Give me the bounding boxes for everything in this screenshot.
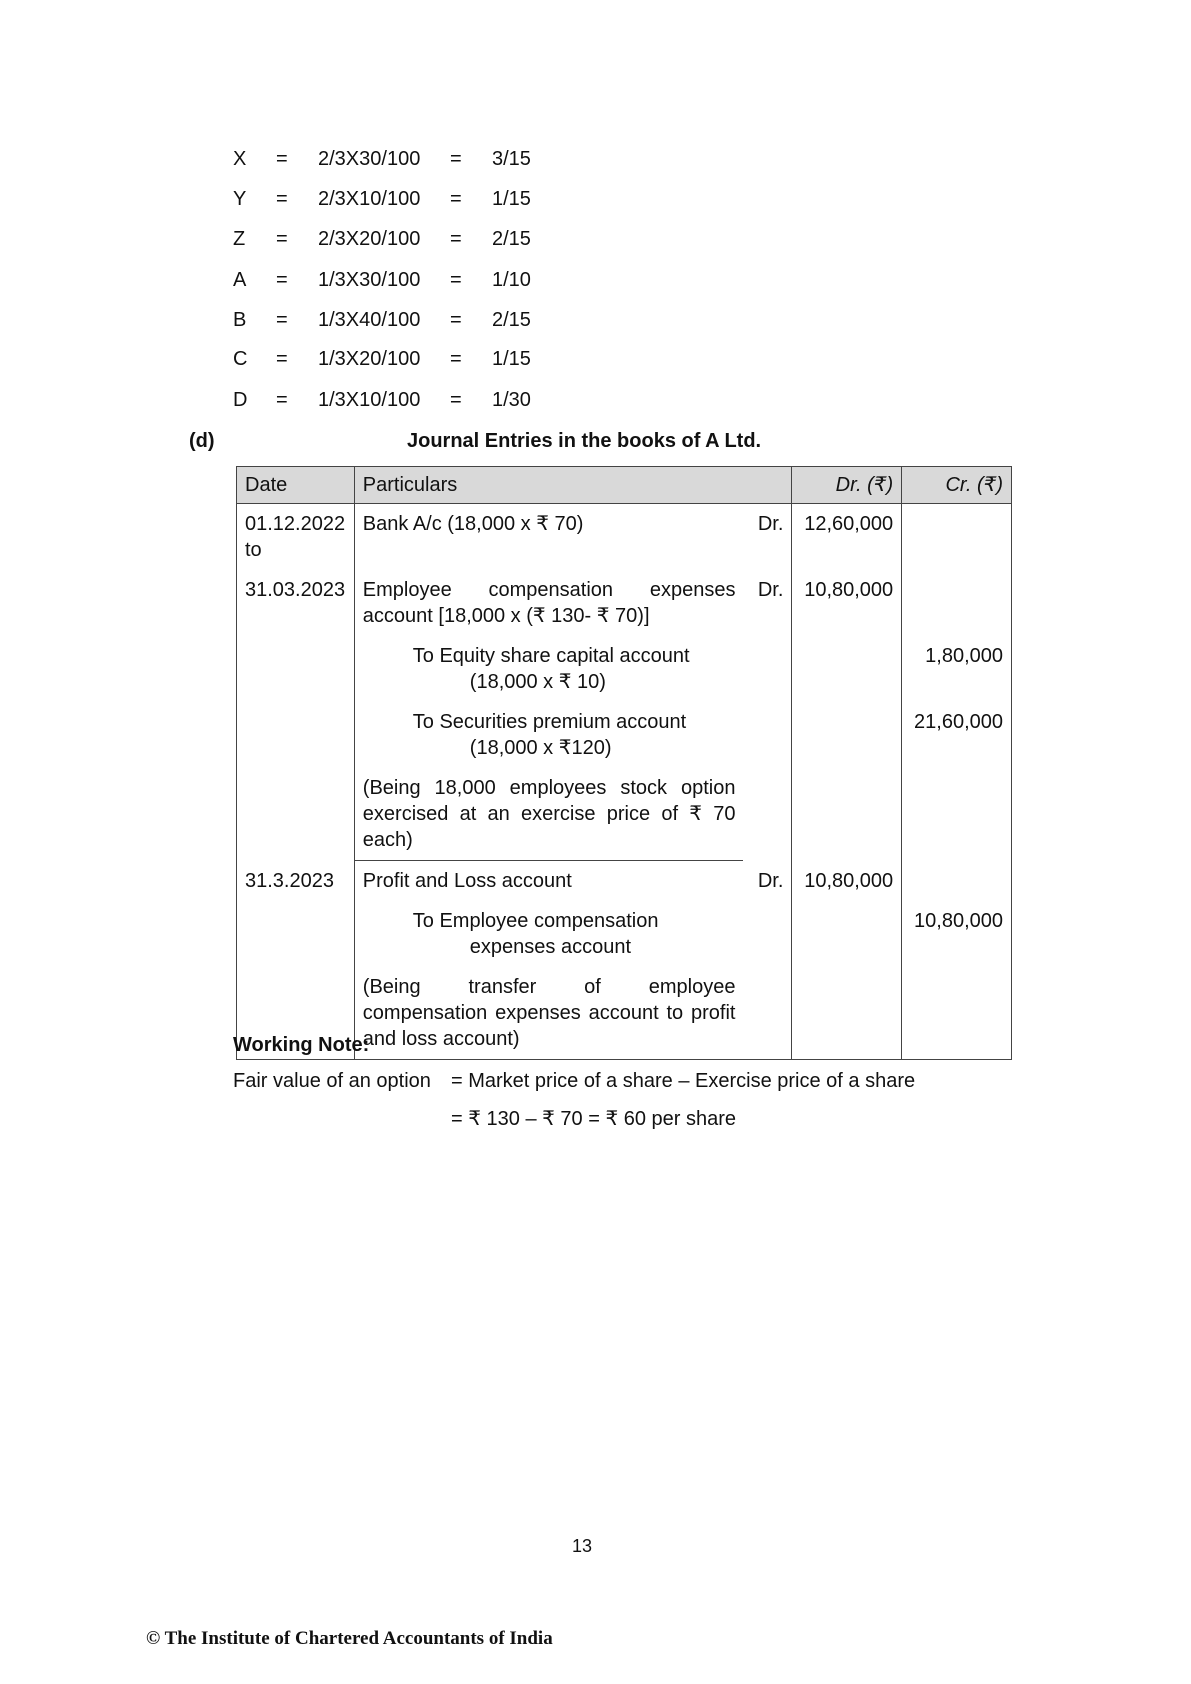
working-note-calculation: = ₹ 130 – ₹ 70 = ₹ 60 per share [451,1108,737,1130]
ratio-variable: C [233,348,248,370]
ratio-variable: X [233,148,247,170]
particulars-cell [354,636,743,702]
ratio-expression: 2/3X10/100 [318,188,421,210]
equals-sign: = [276,269,288,291]
equals-sign: = [450,228,462,250]
equals-sign: = [450,389,462,411]
calculation-note: (18,000 x ₹120) [469,737,612,759]
credit-amount-cell [902,504,1012,571]
dr-mark-cell [743,967,791,1060]
narration-cell: (Being transfer of employee compensation expenses account to profit and loss account) [354,967,743,1060]
credit-amount-cell [902,768,1012,861]
equals-sign: = [450,348,462,370]
debit-amount-cell: 10,80,000 [792,861,902,902]
debit-amount-cell: 12,60,000 [792,504,902,571]
dr-mark-cell: Dr. [743,861,791,902]
ratio-result: 1/30 [492,389,531,411]
header-debit: Dr. (₹) [792,467,902,504]
equals-sign: = [276,188,288,210]
table-header-row [237,467,1012,504]
table-row [237,768,1012,861]
table-row [237,702,1012,768]
header-date: Date [237,467,355,504]
date-cell [237,768,355,861]
table-row [237,504,1012,571]
ratio-result: 1/15 [492,188,531,210]
credit-amount-cell [902,861,1012,902]
section-title: Journal Entries in the books of A Ltd. [407,430,762,452]
header-particulars: Particulars [354,467,792,504]
dr-mark-cell [743,702,791,768]
debit-amount-cell: 10,80,000 [792,570,902,636]
ratio-variable: B [233,309,247,331]
credit-amount-cell [902,570,1012,636]
credit-amount-cell: 21,60,000 [902,702,1012,768]
debit-amount-cell [792,636,902,702]
credit-account-name: To Securities premium account [412,711,687,733]
table-row [237,901,1012,967]
date-cell [237,636,355,702]
credit-amount-cell: 10,80,000 [902,901,1012,967]
ratio-result: 3/15 [492,148,531,170]
date-cell: 31.03.2023 [237,570,355,636]
equals-sign: = [276,389,288,411]
calculation-note: (18,000 x ₹ 10) [469,671,606,693]
debit-amount-cell [792,702,902,768]
table-row [237,570,1012,636]
ratio-variable: A [233,269,247,291]
dr-mark-cell: Dr. [743,504,791,571]
particulars-cell [354,702,743,768]
particulars-cell: Bank A/c (18,000 x ₹ 70) [362,513,584,535]
debit-amount-cell [792,967,902,1060]
date-cell: 01.12.2022 to [237,504,355,571]
ratio-expression: 1/3X20/100 [318,348,421,370]
date-cell [237,901,355,967]
date-cell: 31.3.2023 [237,861,355,902]
credit-amount-cell [902,967,1012,1060]
ratio-expression: 2/3X20/100 [318,228,421,250]
ratio-expression: 1/3X40/100 [318,309,421,331]
dr-mark-cell [743,768,791,861]
working-note-title: Working Note: [233,1034,370,1056]
debit-amount-cell [792,768,902,861]
ratio-variable: D [233,389,248,411]
particulars-cell: Profit and Loss account [362,870,572,892]
equals-sign: = [276,309,288,331]
table-row [237,861,1012,902]
ratio-variable: Y [233,188,247,210]
credit-account-name: To Employee compensation [412,910,659,932]
dr-mark-cell: Dr. [743,570,791,636]
ratio-result: 2/15 [492,309,531,331]
narration-cell: (Being 18,000 employees stock option exercised at an exercise price of ₹ 70 each) [354,768,743,861]
table-row [237,636,1012,702]
equals-sign: = [450,269,462,291]
header-credit: Cr. (₹) [902,467,1012,504]
journal-entries-table [236,466,1012,1060]
working-note-formula: = Market price of a share – Exercise price of a share [451,1070,916,1092]
ratio-expression: 1/3X30/100 [318,269,421,291]
page-number: 13 [572,1536,593,1556]
ratio-result: 1/10 [492,269,531,291]
footer-copyright: © The Institute of Chartered Accountants of India [146,1628,553,1649]
equals-sign: = [276,228,288,250]
credit-account-name-cont: expenses account [469,936,632,958]
equals-sign: = [276,348,288,370]
ratio-variable: Z [233,228,246,250]
debit-amount-cell [792,901,902,967]
date-cell [237,702,355,768]
equals-sign: = [450,309,462,331]
ratio-expression: 1/3X10/100 [318,389,421,411]
particulars-cell [354,901,743,967]
ratio-result: 2/15 [492,228,531,250]
dr-mark-cell [743,901,791,967]
credit-amount-cell: 1,80,000 [902,636,1012,702]
credit-account-name: To Equity share capital account [412,645,690,667]
section-label: (d) [189,430,215,452]
ratio-result: 1/15 [492,348,531,370]
equals-sign: = [276,148,288,170]
particulars-cell: Employee compensation expenses account [18,000 x (₹ 130- ₹ 70)] [362,579,736,627]
working-note-label: Fair value of an option [233,1070,431,1092]
ratio-expression: 2/3X30/100 [318,148,421,170]
equals-sign: = [450,188,462,210]
equals-sign: = [450,148,462,170]
dr-mark-cell [743,636,791,702]
